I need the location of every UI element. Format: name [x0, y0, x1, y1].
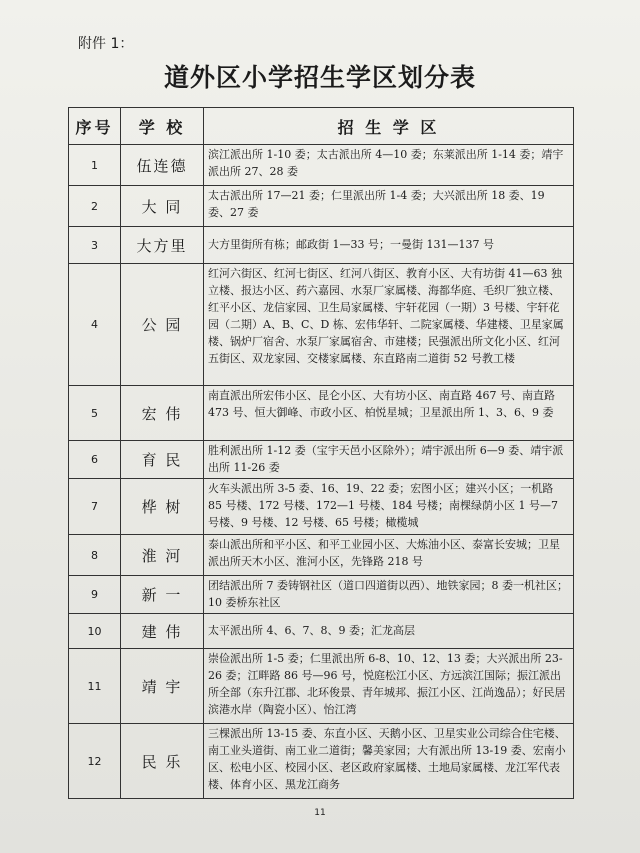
district-area-text: 泰山派出所和平小区、和平工业园小区、大炼油小区、泰富长安城；卫星派出所天木小区、淮河小区，先锋路 218 号 — [208, 538, 560, 568]
table-row — [69, 535, 574, 576]
attachment-label: 附件 1： — [78, 36, 134, 52]
row-number: 10 — [69, 614, 121, 649]
table-row — [69, 479, 574, 535]
table-row — [69, 441, 574, 479]
district-area — [204, 649, 574, 724]
district-area — [204, 535, 574, 576]
district-area-text: 崇俭派出所 1-5 委；仁里派出所 6-8、10、12、13 委；大兴派出所 23-26 委；江畔路 86 号—96 号，悦庭松江小区、方远滨江国际；振江派出所全部（东升江郡、北环俊景、青年城邦、振江小区、江尚逸品）；好民居滨港水岸（陶瓷小区）、怡江湾 — [208, 652, 566, 716]
district-area-text: 滨江派出所 1-10 委；太古派出所 4—10 委；东莱派出所 1-14 委；靖宇派出所 27、28 委 — [208, 148, 564, 178]
row-number: 7 — [69, 479, 121, 535]
district-area-text: 三棵派出所 13-15 委、东直小区、天鹅小区、卫星实业公司综合住宅楼、南工业头道街、南工业二道街；馨美家园；大有派出所 13-19 委、宏南小区、松电小区、校园小区、老区政府家属楼、土地局家属楼、龙江军代表楼、体育小区、黑龙江商务 — [208, 727, 566, 791]
row-number: 6 — [69, 441, 121, 479]
row-number: 3 — [69, 227, 121, 264]
district-area-text: 团结派出所 7 委铸钢社区（道口四道街以西）、地铁家园；8 委一机社区；10 委桥东社区 — [208, 579, 568, 609]
school-name: 民 乐 — [121, 724, 204, 799]
page-title: 道外区小学招生学区划分表 — [163, 63, 476, 92]
header-district: 招 生 学 区 — [204, 108, 574, 145]
school-name: 公 园 — [121, 264, 204, 386]
school-name: 靖 宇 — [121, 649, 204, 724]
school-name: 淮 河 — [121, 535, 204, 576]
school-name: 伍连德 — [121, 145, 204, 186]
district-area — [204, 479, 574, 535]
table-row — [69, 576, 574, 614]
row-number: 11 — [69, 649, 121, 724]
district-area — [204, 264, 574, 386]
header-school: 学 校 — [121, 108, 204, 145]
table-row — [69, 145, 574, 186]
table-row — [69, 386, 574, 441]
row-number: 8 — [69, 535, 121, 576]
district-area — [204, 386, 574, 441]
header-number: 序号 — [69, 108, 121, 145]
row-number: 2 — [69, 186, 121, 227]
district-area — [204, 724, 574, 799]
table-row — [69, 186, 574, 227]
table-row — [69, 724, 574, 799]
district-area-text: 红河六街区、红河七街区、红河八街区、教育小区、大有坊街 41—63 独立楼、报达小区、药六嘉园、水泵厂家属楼、海都华庭、毛织厂独立楼、红平小区、龙信家园、卫生局家属楼、宇轩花园（一期）3 号楼、宇轩花园（二期）A、B、C、D 栋、宏伟华轩、二院家属楼、华建楼、卫星家属楼、锅炉厂宿舍、水泵厂家属宿舍、市建楼；民强派出所文化小区、红河五街区、双龙家园、交楼家属楼、东直路南二道街 52 号教工楼 — [208, 267, 564, 365]
row-number: 1 — [69, 145, 121, 186]
district-area — [204, 576, 574, 614]
row-number: 12 — [69, 724, 121, 799]
table-row — [69, 264, 574, 386]
school-name: 大 同 — [121, 186, 204, 227]
school-name: 育 民 — [121, 441, 204, 479]
district-area-text: 大方里街所有栋；邮政街 1—33 号；一曼街 131—137 号 — [208, 238, 494, 251]
table-header-row — [69, 108, 574, 145]
page-number: 11 — [314, 808, 326, 818]
table-row — [69, 227, 574, 264]
school-name: 桦 树 — [121, 479, 204, 535]
district-area — [204, 441, 574, 479]
district-area-text: 火车头派出所 3-5 委、16、19、22 委；宏图小区；建兴小区；一机路 85 号楼、172 号楼、172—1 号楼、184 号楼；南棵绿荫小区 1 号—7 号楼、9 号楼、12 号楼、65 号楼；橄榄城 — [208, 482, 558, 529]
district-area-text: 太古派出所 17—21 委；仁里派出所 1-4 委；大兴派出所 18 委、19 委、27 委 — [208, 189, 545, 219]
table-row — [69, 614, 574, 649]
table-row — [69, 649, 574, 724]
district-area — [204, 614, 574, 649]
school-name: 宏 伟 — [121, 386, 204, 441]
district-area-text: 南直派出所宏伟小区、昆仑小区、大有坊小区、南直路 467 号、南直路 473 号、恒大御峰、市政小区、柏悦星城；卫星派出所 1、3、6、9 委 — [208, 389, 555, 419]
school-name: 大方里 — [121, 227, 204, 264]
row-number: 9 — [69, 576, 121, 614]
district-area — [204, 145, 574, 186]
district-area — [204, 227, 574, 264]
row-number: 5 — [69, 386, 121, 441]
school-name: 建 伟 — [121, 614, 204, 649]
school-district-table — [68, 107, 574, 799]
district-area-text: 太平派出所 4、6、7、8、9 委；汇龙高层 — [208, 624, 415, 637]
school-name: 新 一 — [121, 576, 204, 614]
district-area-text: 胜利派出所 1-12 委（宝宇天邑小区除外）；靖宇派出所 6—9 委、靖宇派出所 11-26 委 — [208, 444, 564, 474]
row-number: 4 — [69, 264, 121, 386]
district-area — [204, 186, 574, 227]
